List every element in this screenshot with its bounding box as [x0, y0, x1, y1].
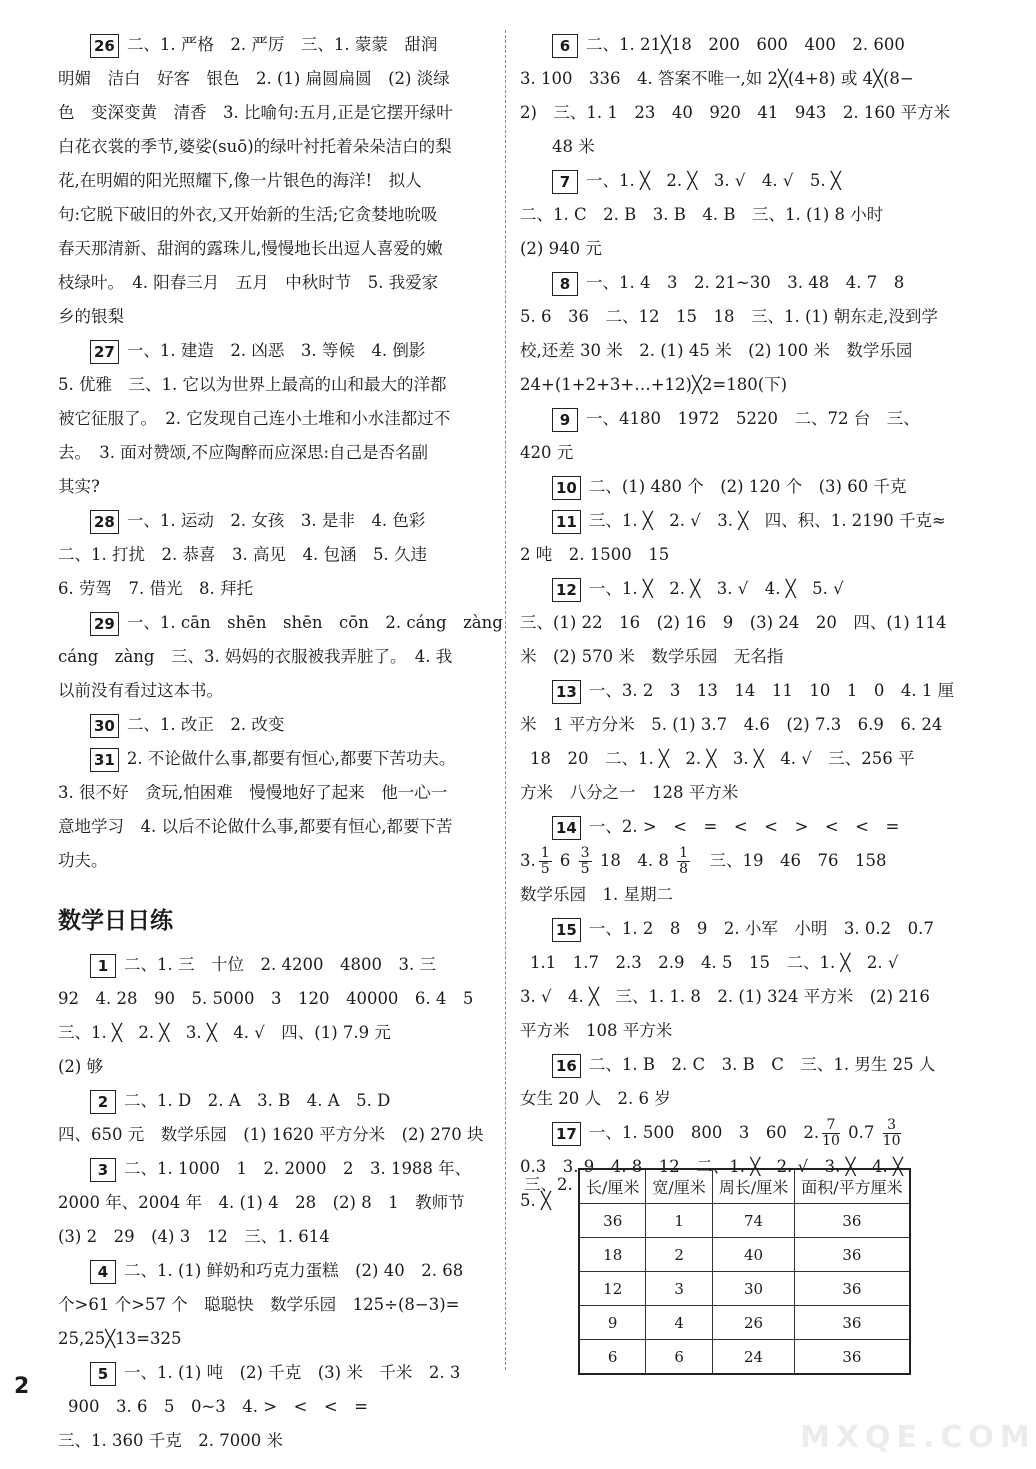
- table-cell: 26: [712, 1306, 794, 1340]
- answer-text: 6. 劳驾 7. 借光 8. 拜托: [58, 579, 253, 598]
- answer-text: 二、1. 21╳18 200 600 400 2. 600: [586, 35, 905, 54]
- answer-line: [58, 368, 486, 402]
- exercise-number-box: 3: [90, 1158, 116, 1182]
- table-label: 三、2.: [524, 1175, 573, 1194]
- answer-text: 色 变深变黄 清香 3. 比喻句:五月,正是它摆开绿叶: [58, 103, 453, 122]
- table-body: [579, 1204, 910, 1375]
- answer-text: 其实?: [58, 477, 100, 496]
- answer-line: [520, 504, 948, 538]
- answer-line: [520, 28, 948, 62]
- answer-text: 3.: [520, 851, 536, 870]
- answer-line: [58, 572, 486, 606]
- section-title: 数学日日练: [58, 908, 173, 934]
- table-cell: 36: [795, 1238, 910, 1272]
- answer-line: [58, 1186, 486, 1220]
- answer-line: [58, 606, 503, 640]
- table-cell: 40: [712, 1238, 794, 1272]
- fraction: [822, 1118, 840, 1149]
- answer-line: [58, 470, 486, 504]
- table-cell: 36: [795, 1340, 910, 1375]
- answer-text: 1.1 1.7 2.3 2.9 4. 5 15 二、1. ╳ 2. √: [530, 953, 899, 972]
- answer-line: [58, 402, 486, 436]
- left-column: [58, 28, 503, 1458]
- answer-line: [520, 538, 948, 572]
- watermark: MXQE.COM: [800, 1420, 1036, 1455]
- answer-line: [520, 640, 948, 674]
- answer-line: [58, 1084, 486, 1118]
- answer-text: 数学乐园 1. 星期二: [520, 885, 673, 904]
- answer-text: 0.3 3. 9 4. 8 12 二、1. ╳ 2. √ 3. ╳ 4. ╳: [520, 1157, 903, 1176]
- answer-text: 花,在明媚的阳光照耀下,像一片银色的海洋! 拟人: [58, 171, 422, 190]
- answer-line: [58, 1390, 486, 1424]
- answer-text: 被它征服了。 2. 它发现自己连小土堆和小水洼都过不: [58, 409, 451, 428]
- table-row: [579, 1272, 910, 1306]
- answer-text: 一、1. ╳ 2. ╳ 3. √ 4. ╳ 5. √: [588, 579, 844, 598]
- table-cell: 24: [712, 1340, 794, 1375]
- fraction-denominator: 10: [822, 1133, 840, 1149]
- exercise-number-box: 11: [552, 510, 581, 534]
- answer-line: [520, 470, 948, 504]
- table-header-row: [579, 1169, 910, 1204]
- answer-line: [520, 300, 948, 334]
- table-row: [579, 1238, 910, 1272]
- answer-text: 5. ╳: [520, 1191, 551, 1210]
- answer-text: 一、1. 运动 2. 女孩 3. 是非 4. 色彩: [126, 511, 426, 530]
- answer-line: [58, 300, 486, 334]
- fraction-denominator: 5: [540, 861, 550, 877]
- table-cell: 36: [795, 1272, 910, 1306]
- exercise-number-box: 28: [90, 510, 119, 534]
- exercise-number-box: 8: [552, 272, 578, 296]
- answer-line: [520, 368, 948, 402]
- answer-text: 三、1. 360 千克 2. 7000 米: [58, 1431, 283, 1450]
- table-row: [579, 1306, 910, 1340]
- answer-line: [58, 96, 486, 130]
- answer-line: [520, 912, 948, 946]
- answer-text: 900 3. 6 5 0~3 4. > < < =: [68, 1397, 369, 1416]
- answer-text: 二、1. C 2. B 3. B 4. B 三、1. (1) 8 小时: [520, 205, 884, 224]
- answer-text: 一、1. 500 800 3 60 2.: [588, 1123, 820, 1142]
- answer-text: 三、1. ╳ 2. √ 3. ╳ 四、积、1. 2190 千克≈: [588, 511, 946, 530]
- answer-text: 24+(1+2+3+…+12)╳2=180(下): [520, 375, 788, 394]
- answer-text: (2) 够: [58, 1057, 104, 1076]
- answer-line: [520, 164, 948, 198]
- answer-line: [58, 436, 486, 470]
- answer-text: 二、1. 1000 1 2. 2000 2 3. 1988 年、: [124, 1159, 472, 1178]
- answer-line: [58, 1118, 486, 1152]
- answer-text: 一、1. 4 3 2. 21~30 3. 48 4. 7 8: [586, 273, 905, 292]
- exercise-number-box: 16: [552, 1054, 581, 1078]
- table-cell: 36: [795, 1204, 910, 1238]
- exercise-number-box: 26: [90, 34, 119, 58]
- answer-line: [58, 1288, 486, 1322]
- answer-line: [520, 1082, 948, 1116]
- fraction: [677, 846, 690, 877]
- answer-line: [520, 742, 948, 776]
- exercise-number-box: 27: [90, 340, 119, 364]
- answer-line: [520, 810, 948, 844]
- table-cell: 2: [646, 1238, 712, 1272]
- answer-text: 2) 三、1. 1 23 40 920 41 943 2. 160 平方米: [520, 103, 951, 122]
- answer-text: 二、1. (1) 鲜奶和巧克力蛋糕 (2) 40 2. 68: [124, 1261, 464, 1280]
- answer-text: 5. 6 36 二、12 15 18 三、1. (1) 朝东走,没到学: [520, 307, 938, 326]
- answer-text: 米 1 平方分米 5. (1) 3.7 4.6 (2) 7.3 6.9 6. 24: [520, 715, 943, 734]
- answer-text: 句:它脱下破旧的外衣,又开始新的生活;它贪婪地吮吸: [58, 205, 438, 224]
- table-row: [579, 1204, 910, 1238]
- answer-text: 一、4180 1972 5220 二、72 台 三、: [586, 409, 920, 428]
- answer-line: [58, 504, 486, 538]
- answer-line: [520, 606, 948, 640]
- answer-text: 去。 3. 面对赞颂,不应陶醉而应深思:自己是否名副: [58, 443, 429, 462]
- answer-line: [520, 878, 948, 912]
- exercise-number-box: 2: [90, 1090, 116, 1114]
- table-cell: 6: [579, 1340, 646, 1375]
- answer-text: 春天那清新、甜润的露珠儿,慢慢地长出逗人喜爱的嫩: [58, 239, 443, 258]
- answer-line: [520, 334, 948, 368]
- answer-text: 二、1. D 2. A 3. B 4. A 5. D: [124, 1091, 391, 1110]
- table-header-cell: 宽/厘米: [646, 1169, 712, 1204]
- answer-line: [58, 640, 486, 674]
- answer-text: 三、1. ╳ 2. ╳ 3. ╳ 4. √ 四、(1) 7.9 元: [58, 1023, 391, 1042]
- answer-line: [58, 334, 486, 368]
- answer-text: (2) 940 元: [520, 239, 602, 258]
- answer-text: 一、1. cān shēn shēn cōn 2. cáng zàng: [126, 613, 503, 632]
- table-row: [579, 1340, 910, 1375]
- answer-line: [58, 844, 486, 878]
- answer-line: [520, 436, 948, 470]
- answer-line: [58, 1016, 486, 1050]
- answer-line: [520, 844, 948, 878]
- fraction-denominator: 8: [679, 861, 688, 877]
- answer-line: [58, 1254, 486, 1288]
- answer-line: [58, 1356, 486, 1390]
- answer-text: 6: [559, 851, 571, 870]
- answer-text: 2 吨 2. 1500 15: [520, 545, 670, 564]
- answer-text: 个>61 个>57 个 聪聪快 数学乐园 125÷(8−3)=: [58, 1295, 460, 1314]
- right-column: [520, 28, 955, 1218]
- answer-text: 明媚 洁白 好客 银色 2. (1) 扁圆扁圆 (2) 淡绿: [58, 69, 450, 88]
- fraction-denominator: 5: [580, 861, 590, 877]
- table-cell: 1: [646, 1204, 712, 1238]
- answer-line: [520, 1014, 948, 1048]
- exercise-number-box: 30: [90, 714, 119, 738]
- answer-line: [520, 674, 955, 708]
- table-cell: 30: [712, 1272, 794, 1306]
- exercise-number-box: 6: [552, 34, 578, 58]
- answer-text: 3. 100 336 4. 答案不唯一,如 2╳(4+8) 或 4╳(8−: [520, 69, 914, 88]
- table-cell: 4: [646, 1306, 712, 1340]
- fraction-numerator: 1: [540, 845, 550, 861]
- answer-text: 2000 年、2004 年 4. (1) 4 28 (2) 8 1 教师节: [58, 1193, 465, 1212]
- exercise-number-box: 29: [90, 612, 119, 636]
- answer-text: 92 4. 28 90 5. 5000 3 120 40000 6. 4 5: [58, 989, 474, 1008]
- answer-line: [520, 232, 948, 266]
- table-cell: 9: [579, 1306, 646, 1340]
- fraction-numerator: 1: [679, 845, 688, 861]
- exercise-number-box: 9: [552, 408, 578, 432]
- answer-text: 功夫。: [58, 851, 108, 870]
- answer-text: 意地学习 4. 以后不论做什么事,都要有恒心,都要下苦: [58, 817, 453, 836]
- answer-line: [58, 810, 486, 844]
- table-cell: 6: [646, 1340, 712, 1375]
- answer-line: [58, 28, 486, 62]
- exercise-number-box: 4: [90, 1260, 116, 1284]
- answer-line: [58, 266, 486, 300]
- answer-text: 一、2. > < = < < > < < =: [588, 817, 900, 836]
- answer-line: [520, 1048, 948, 1082]
- answer-line: [58, 1050, 486, 1084]
- answer-line: [520, 96, 951, 130]
- answer-text: 校,还差 30 米 2. (1) 45 米 (2) 100 米 数学乐园: [520, 341, 913, 360]
- answer-text: 25,25╳13=325: [58, 1329, 182, 1348]
- answer-line: [58, 708, 486, 742]
- exercise-number-box: 5: [90, 1362, 116, 1386]
- answer-line: [58, 1322, 486, 1356]
- answer-line: [58, 1220, 486, 1254]
- answer-line: [58, 130, 486, 164]
- answer-line: [58, 198, 486, 232]
- answer-text: 平方米 108 平方米: [520, 1021, 673, 1040]
- answer-line: [520, 946, 948, 980]
- answer-line: [58, 674, 486, 708]
- answer-text: 18 4. 8: [599, 851, 669, 870]
- exercise-number-box: 15: [552, 918, 581, 942]
- answer-text: 二、1. 三 十位 2. 4200 4800 3. 三: [124, 955, 436, 974]
- answer-text: 420 元: [520, 443, 574, 462]
- page-number: 2: [14, 1374, 30, 1399]
- answer-text: 一、1. ╳ 2. ╳ 3. √ 4. √ 5. ╳: [586, 171, 841, 190]
- answer-text: 米 (2) 570 米 数学乐园 无名指: [520, 647, 784, 666]
- table-cell: 18: [579, 1238, 646, 1272]
- answer-text: 2. 不论做什么事,都要有恒心,都要下苦功夫。: [126, 749, 456, 768]
- answer-line: [520, 266, 948, 300]
- answer-text: 二、1. 严格 2. 严厉 三、1. 蒙蒙 甜润: [126, 35, 438, 54]
- answer-text: 3. √ 4. ╳ 三、1. 1. 8 2. (1) 324 平方米 (2) 216: [520, 987, 930, 1006]
- answer-line: [58, 1152, 486, 1186]
- answer-text: 5. 优雅 三、1. 它以为世界上最高的山和最大的洋都: [58, 375, 447, 394]
- answer-text: 方米 八分之一 128 平方米: [520, 783, 739, 802]
- exercise-number-box: 31: [90, 748, 119, 772]
- answer-text: 四、650 元 数学乐园 (1) 1620 平方分米 (2) 270 块: [58, 1125, 484, 1144]
- fraction: [883, 1118, 901, 1149]
- answer-text: 二、1. 改正 2. 改变: [126, 715, 285, 734]
- answer-text: 二、(1) 480 个 (2) 120 个 (3) 60 千克: [588, 477, 907, 496]
- table-cell: 36: [579, 1204, 646, 1238]
- fraction: [579, 846, 592, 877]
- answer-line: [58, 232, 486, 266]
- table-cell: 3: [646, 1272, 712, 1306]
- answer-line: [58, 164, 486, 198]
- answer-text: 三、19 46 76 158: [709, 851, 887, 870]
- answer-line: [520, 402, 948, 436]
- answer-text: 女生 20 人 2. 6 岁: [520, 1089, 671, 1108]
- answer-text: 一、3. 2 3 13 14 11 10 1 0 4. 1 厘: [588, 681, 955, 700]
- column-divider: [505, 30, 506, 1370]
- fraction-denominator: 10: [882, 1133, 901, 1149]
- table-cell: 74: [712, 1204, 794, 1238]
- answer-line: [520, 1116, 948, 1150]
- answer-text: 0.7: [848, 1123, 875, 1142]
- table-header-cell: 长/厘米: [579, 1169, 646, 1204]
- answer-table: [578, 1168, 911, 1375]
- answer-text: 一、1. 2 8 9 2. 小军 小明 3. 0.2 0.7: [588, 919, 934, 938]
- answer-text: 48 米: [552, 137, 595, 156]
- exercise-number-box: 10: [552, 476, 581, 500]
- table-header-cell: 面积/平方厘米: [795, 1169, 910, 1204]
- answer-line: [58, 1424, 486, 1458]
- answer-text: 一、1. 建造 2. 凶恶 3. 等候 4. 倒影: [126, 341, 426, 360]
- answer-line: [58, 62, 486, 96]
- fraction-numerator: 3: [883, 1118, 901, 1134]
- exercise-number-box: 12: [552, 578, 581, 602]
- table-header-cell: 周长/厘米: [712, 1169, 794, 1204]
- answer-line: [520, 776, 948, 810]
- fraction-numerator: 7: [822, 1118, 840, 1134]
- answer-text: 二、1. 打扰 2. 恭喜 3. 高见 4. 包涵 5. 久违: [58, 545, 427, 564]
- table-cell: 12: [579, 1272, 646, 1306]
- exercise-number-box: 17: [552, 1122, 581, 1146]
- answer-text: 白花衣裳的季节,婆娑(suō)的绿叶衬托着朵朵洁白的梨: [58, 137, 452, 156]
- answer-text: 二、1. B 2. C 3. B C 三、1. 男生 25 人: [588, 1055, 936, 1074]
- fraction-numerator: 3: [580, 845, 590, 861]
- answer-text: cáng zàng 三、3. 妈妈的衣服被我弄脏了。 4. 我: [58, 647, 453, 666]
- exercise-number-box: 14: [552, 816, 581, 840]
- answer-line: [58, 776, 486, 810]
- answer-line: [520, 572, 948, 606]
- answer-text: 18 20 二、1. ╳ 2. ╳ 3. ╳ 4. √ 三、256 平: [530, 749, 915, 768]
- answer-line: [520, 708, 948, 742]
- fraction: [539, 846, 552, 877]
- answer-text: 三、(1) 22 16 (2) 16 9 (3) 24 20 四、(1) 114: [520, 613, 947, 632]
- exercise-number-box: 7: [552, 170, 578, 194]
- answer-line: [58, 538, 486, 572]
- answer-line: [58, 982, 486, 1016]
- answer-line: [520, 62, 948, 96]
- table-cell: 36: [795, 1306, 910, 1340]
- answer-line: [520, 980, 948, 1014]
- answer-text: 乡的银梨: [58, 307, 124, 326]
- answer-line: [520, 130, 948, 164]
- exercise-number-box: 13: [552, 680, 581, 704]
- answer-line: [58, 742, 486, 776]
- answer-text: 枝绿叶。 4. 阳春三月 五月 中秋时节 5. 我爱家: [58, 273, 439, 292]
- answer-text: 一、1. (1) 吨 (2) 千克 (3) 米 千米 2. 3: [124, 1363, 461, 1382]
- answer-line: [520, 198, 948, 232]
- exercise-number-box: 1: [90, 954, 116, 978]
- answer-text: 以前没有看过这本书。: [58, 681, 223, 700]
- answer-line: [58, 948, 486, 982]
- answer-text: 3. 很不好 贪玩,怕困难 慢慢地好了起来 他一心一: [58, 783, 448, 802]
- answer-text: (3) 2 29 (4) 3 12 三、1. 614: [58, 1227, 330, 1246]
